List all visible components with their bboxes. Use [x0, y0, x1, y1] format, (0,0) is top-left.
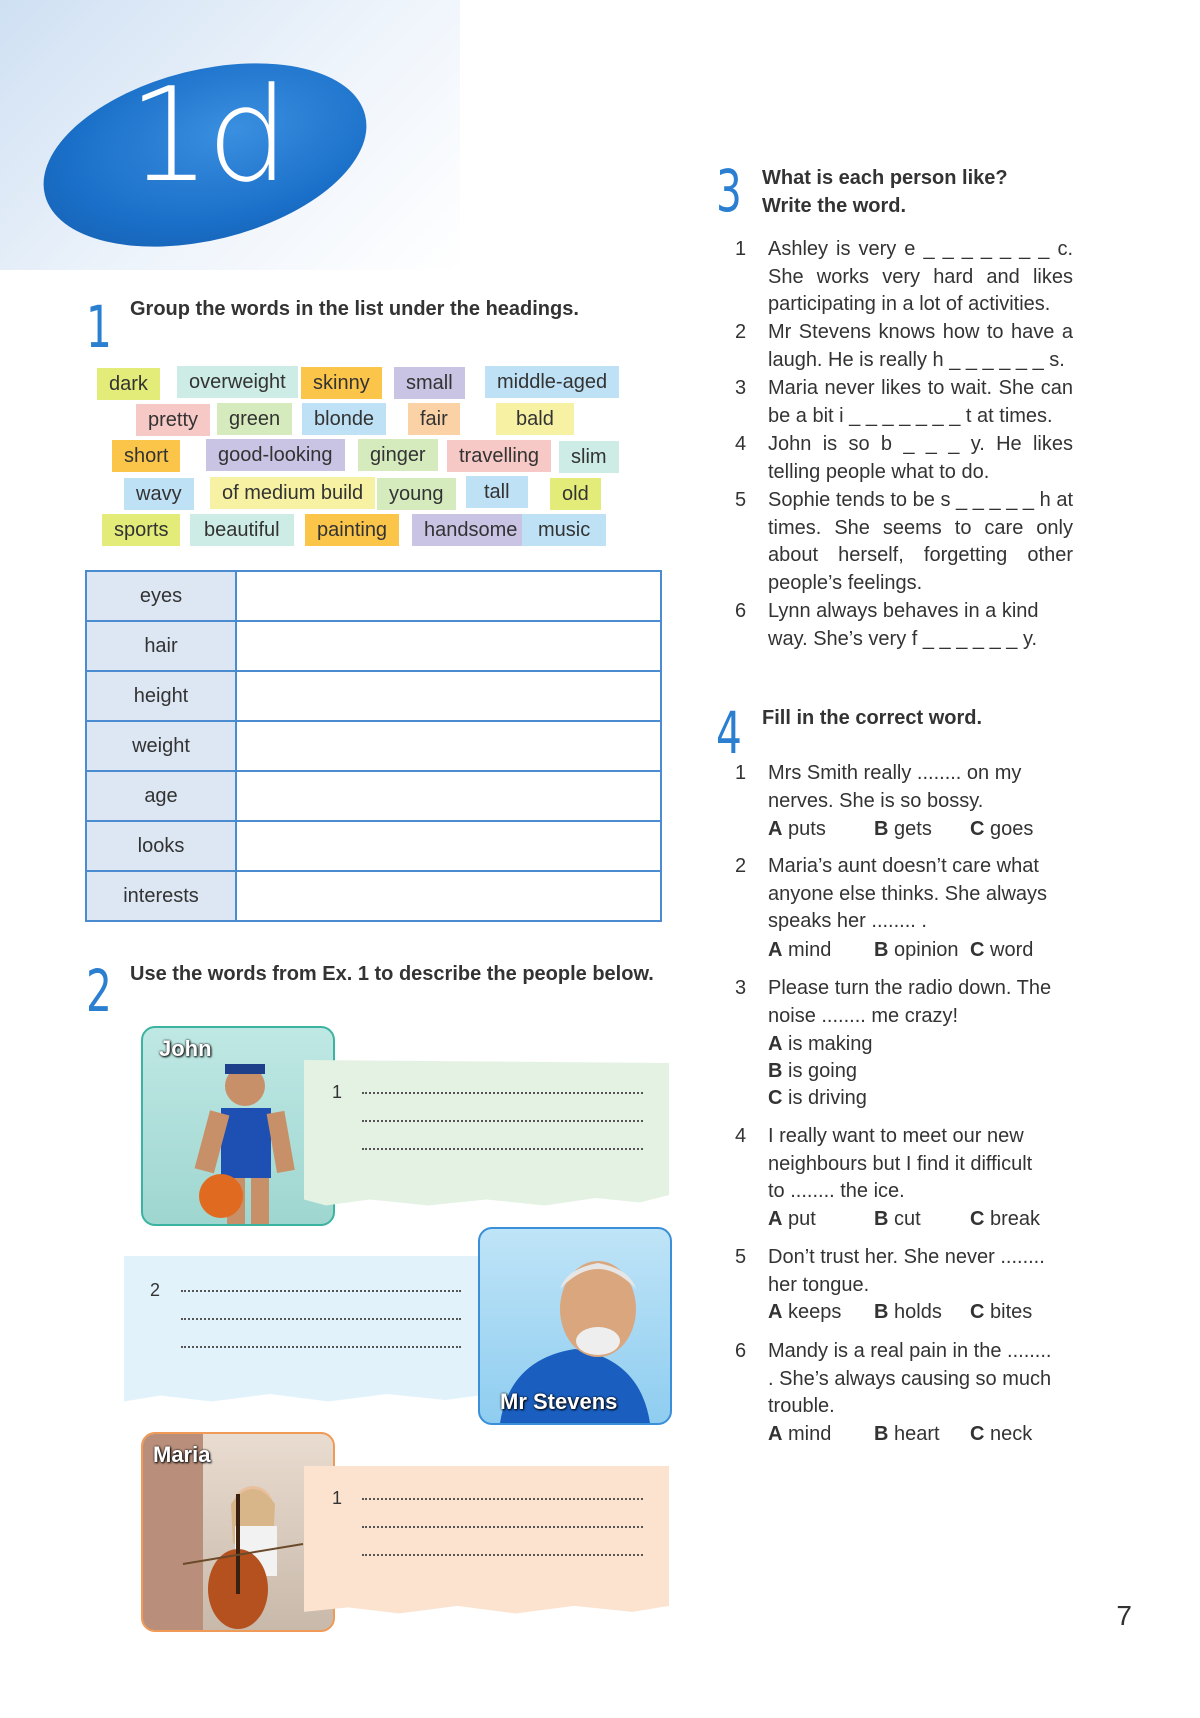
- word-chip: ginger: [358, 439, 438, 471]
- word-chip: beautiful: [190, 514, 294, 546]
- option-b[interactable]: B opinion: [874, 939, 959, 961]
- question-number: 2: [735, 321, 747, 343]
- answer-note: [304, 1466, 669, 1618]
- option-a[interactable]: A puts: [768, 818, 826, 840]
- word-chip: painting: [305, 514, 399, 546]
- answer-line[interactable]: [362, 1092, 643, 1094]
- word-chip: fair: [408, 403, 460, 435]
- question-text: Mrs Smith really ........ on my nerves. She is so bossy.: [768, 762, 1022, 812]
- question-number: 6: [735, 1340, 747, 1362]
- answer-cell[interactable]: [236, 721, 661, 771]
- table-row: [86, 821, 661, 871]
- answer-line[interactable]: [362, 1554, 643, 1556]
- exercise-1-number: 1: [86, 293, 112, 361]
- option-b[interactable]: B cut: [874, 1208, 921, 1230]
- question-text: Maria never likes to wait. She can be a bit i _ _ _ _ _ _ _ t at times.: [768, 377, 1073, 427]
- option-c[interactable]: C neck: [970, 1423, 1033, 1445]
- table-row: [86, 871, 661, 921]
- line-number: 1: [332, 1082, 343, 1102]
- table-row: [86, 771, 661, 821]
- question-text: Mr Stevens knows how to have a laugh. He is really h _ _ _ _ _ _ s.: [768, 321, 1073, 371]
- option-b[interactable]: B holds: [874, 1301, 942, 1323]
- table-row: [86, 721, 661, 771]
- answer-cell[interactable]: [236, 821, 661, 871]
- option-c[interactable]: C is driving: [768, 1087, 867, 1109]
- answer-cell[interactable]: [236, 671, 661, 721]
- option-a[interactable]: A mind: [768, 939, 832, 961]
- word-chip: old: [550, 478, 601, 510]
- word-chip: sports: [102, 514, 180, 546]
- answer-cell[interactable]: [236, 771, 661, 821]
- question-text: Maria’s aunt doesn’t care what anyone else thinks. She always speaks her ........ .: [768, 855, 1048, 932]
- question-text: I really want to meet our new neighbours but I find it difficult to ........ the ice.: [768, 1125, 1033, 1202]
- answer-cell[interactable]: [236, 571, 661, 621]
- question-number: 6: [735, 600, 747, 622]
- word-chip: blonde: [302, 403, 386, 435]
- word-chip: dark: [97, 368, 160, 400]
- table-heading: weight: [86, 721, 236, 771]
- table-heading: eyes: [86, 571, 236, 621]
- answer-note: [304, 1060, 669, 1210]
- question-number: 2: [735, 855, 747, 877]
- question-number: 1: [735, 762, 747, 784]
- answer-line[interactable]: [181, 1346, 461, 1348]
- question-text: Ashley is very e _ _ _ _ _ _ _ c. She works very hard and likes participating in a lot of activities.: [768, 238, 1073, 315]
- word-chip: travelling: [447, 440, 551, 472]
- word-chip: skinny: [301, 367, 382, 399]
- word-chip: tall: [466, 476, 528, 508]
- option-b[interactable]: B heart: [874, 1423, 940, 1445]
- table-row: [86, 671, 661, 721]
- option-c[interactable]: C bites: [970, 1301, 1033, 1323]
- question-text: Please turn the radio down. The noise ........ me crazy!: [768, 977, 1052, 1027]
- option-a[interactable]: A put: [768, 1208, 816, 1230]
- word-chip: middle-aged: [485, 366, 619, 398]
- answer-cell[interactable]: [236, 871, 661, 921]
- table-heading: looks: [86, 821, 236, 871]
- option-c[interactable]: C break: [970, 1208, 1041, 1230]
- question-number: 4: [735, 433, 747, 455]
- unit-label: 1d: [128, 59, 286, 211]
- answer-line[interactable]: [362, 1498, 643, 1500]
- exercise-1-instruction: Group the words in the list under the headings.: [130, 298, 579, 320]
- question-text: Lynn always behaves in a kind way. She’s very f _ _ _ _ _ _ y.: [768, 600, 1039, 650]
- exercise-3-instruction: What is each person like? Write the word.: [762, 167, 1008, 217]
- word-chip: of medium build: [210, 477, 375, 509]
- table-heading: interests: [86, 871, 236, 921]
- table-heading: hair: [86, 621, 236, 671]
- word-chip: slim: [559, 441, 619, 473]
- word-chip: good-looking: [206, 439, 345, 471]
- question-number: 5: [735, 489, 747, 511]
- question-text: Don’t trust her. She never ........ her tongue.: [768, 1246, 1045, 1296]
- word-chip: overweight: [177, 366, 298, 398]
- person-name: John: [159, 1036, 212, 1061]
- table-heading: age: [86, 771, 236, 821]
- answer-line[interactable]: [362, 1148, 643, 1150]
- answer-line[interactable]: [362, 1526, 643, 1528]
- person-name: Maria: [153, 1442, 211, 1467]
- answer-note: [124, 1256, 489, 1406]
- table-row: [86, 621, 661, 671]
- question-text: Mandy is a real pain in the ........ . She’s always causing so much trouble.: [768, 1340, 1052, 1417]
- person-name: Mr Stevens: [500, 1389, 618, 1414]
- word-chip: handsome: [412, 514, 529, 546]
- word-chip: small: [394, 367, 465, 399]
- exercise-3-number: 3: [716, 157, 742, 225]
- option-a[interactable]: A mind: [768, 1423, 832, 1445]
- question-number: 3: [735, 977, 747, 999]
- answer-line[interactable]: [181, 1318, 461, 1320]
- option-c[interactable]: C goes: [970, 818, 1034, 840]
- table-row: [86, 571, 661, 621]
- answer-cell[interactable]: [236, 621, 661, 671]
- answer-line[interactable]: [181, 1290, 461, 1292]
- word-chip: music: [522, 514, 606, 546]
- word-chip: bald: [496, 403, 574, 435]
- option-c[interactable]: C word: [970, 939, 1034, 961]
- question-text: John is so b _ _ _ y. He likes telling people what to do.: [768, 433, 1073, 483]
- exercise-4-number: 4: [716, 699, 742, 767]
- table-heading: height: [86, 671, 236, 721]
- word-chip: pretty: [136, 404, 210, 436]
- page-number: 7: [1116, 1600, 1132, 1631]
- option-a[interactable]: A is making: [768, 1033, 873, 1055]
- option-a[interactable]: A keeps: [768, 1301, 842, 1323]
- exercise-2-number: 2: [86, 957, 112, 1025]
- line-number: 1: [332, 1488, 343, 1508]
- answer-line[interactable]: [362, 1120, 643, 1122]
- exercise-4-instruction: Fill in the correct word.: [762, 707, 983, 729]
- grouping-table: [85, 570, 662, 922]
- option-b[interactable]: B is going: [768, 1060, 857, 1082]
- question-text: Sophie tends to be s _ _ _ _ _ h at times. She seems to care only about herself, forgetting other people’s feelings.: [768, 489, 1073, 594]
- line-number: 2: [150, 1280, 161, 1300]
- question-number: 3: [735, 377, 747, 399]
- question-number: 4: [735, 1125, 747, 1147]
- question-number: 5: [735, 1246, 747, 1268]
- word-chip: young: [377, 478, 456, 510]
- word-chip: green: [217, 403, 292, 435]
- word-chip: short: [112, 440, 180, 472]
- word-chip: wavy: [124, 478, 194, 510]
- question-number: 1: [735, 238, 747, 260]
- mr-stevens-photo: [478, 1227, 672, 1425]
- exercise-2-instruction: Use the words from Ex. 1 to describe the people below.: [130, 963, 654, 985]
- option-b[interactable]: B gets: [874, 818, 932, 840]
